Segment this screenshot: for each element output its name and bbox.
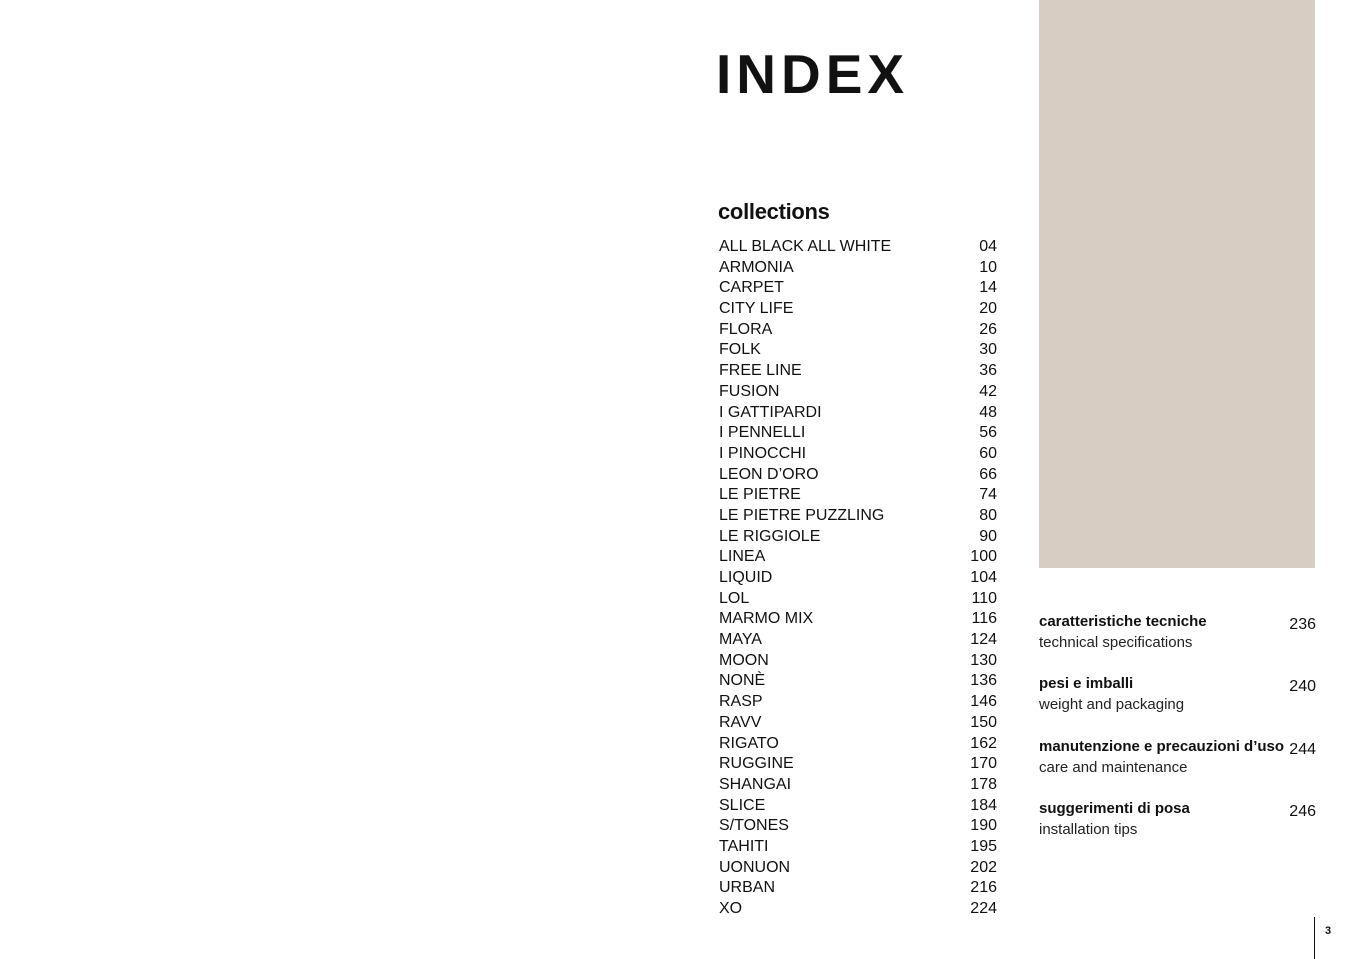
collection-name: RASP [719,693,763,711]
collection-page: 150 [970,713,997,731]
collection-page: 136 [970,672,997,690]
collection-name: LOL [719,589,750,607]
collection-item[interactable] [719,775,997,796]
collection-page: 170 [970,755,997,773]
page-number: 3 [1325,925,1332,937]
collection-name: NONÈ [719,672,766,690]
collection-name: LEON D’ORO [719,465,819,483]
collection-item[interactable] [719,816,997,837]
collection-page: 124 [970,631,997,649]
appendix-title-it: suggerimenti di posa [1039,799,1190,817]
collection-page: 162 [970,734,997,752]
collection-item[interactable] [719,444,997,465]
collection-page: 130 [970,651,997,669]
collection-page: 36 [979,362,997,380]
collection-page: 184 [970,796,997,814]
collection-page: 74 [979,486,997,504]
appendix-item[interactable] [1039,799,1317,861]
collection-item[interactable] [719,527,997,548]
collection-name: TAHITI [719,837,769,855]
collection-item[interactable] [719,734,997,755]
collection-page: 80 [979,506,997,524]
collection-name: I GATTIPARDI [719,403,822,421]
appendix-page: 240 [1289,678,1316,696]
collection-page: 14 [979,279,997,297]
collection-page: 104 [970,569,997,586]
collection-item[interactable] [719,630,997,651]
appendix-page: 246 [1289,802,1316,820]
collection-item[interactable] [719,692,997,713]
collection-item[interactable] [719,340,997,361]
collection-item[interactable] [719,671,997,692]
collection-name: MAYA [719,631,762,649]
collection-page: 146 [970,693,997,711]
collections-list [719,237,997,920]
collection-page: 26 [979,320,997,338]
collection-page: 20 [979,300,997,318]
collection-item[interactable] [719,589,997,610]
collection-item[interactable] [719,713,997,734]
appendix-page: 236 [1289,616,1316,633]
collection-name: RAVV [719,713,762,731]
collection-page: 202 [970,858,997,876]
collection-item[interactable] [719,465,997,486]
appendix-item[interactable] [1039,737,1317,799]
collection-item[interactable] [719,258,997,279]
beige-color-panel [1039,0,1315,568]
collection-page: 60 [979,444,997,462]
collection-name: XO [719,900,743,917]
collection-page: 56 [979,424,997,442]
page-title: INDEX [716,43,910,105]
collection-name: LE PIETRE [719,486,801,504]
collection-name: RUGGINE [719,755,794,773]
collection-name: RIGATO [719,734,779,752]
appendix-title-en: technical specifications [1039,634,1193,651]
collection-item[interactable] [719,878,997,899]
collection-item[interactable] [719,651,997,672]
collection-page: 110 [971,589,997,607]
collection-page: 04 [979,238,997,255]
collection-name: S/TONES [719,817,789,835]
collection-item[interactable] [719,278,997,299]
collection-item[interactable] [719,299,997,320]
collection-name: URBAN [719,879,776,897]
collection-item[interactable] [719,506,997,527]
collection-name: MARMO MIX [719,610,814,628]
collection-name: FLORA [719,320,773,338]
collection-item[interactable] [719,423,997,444]
collection-page: 48 [979,403,997,421]
collection-page: 30 [979,341,997,359]
appendix-title-it: caratteristiche tecniche [1039,613,1207,630]
collection-item[interactable] [719,547,997,568]
collection-name: SLICE [719,796,766,814]
appendix-title-it: manutenzione e precauzioni d’uso [1039,737,1285,755]
collection-page: 10 [979,258,997,276]
collection-page: 90 [979,527,997,545]
appendix-title-en: weight and packaging [1039,696,1185,714]
collection-name: I PENNELLI [719,424,806,442]
collection-name: LINEA [719,548,766,566]
collection-item[interactable] [719,899,997,920]
collection-name: CITY LIFE [719,300,794,318]
collection-item[interactable] [719,237,997,258]
appendix-item[interactable] [1039,674,1317,736]
collection-page: 178 [970,775,997,793]
collection-page: 216 [970,879,997,897]
appendix-title-en: care and maintenance [1039,758,1188,776]
appendix-item[interactable] [1039,612,1317,674]
collection-name: LE PIETRE PUZZLING [719,506,885,524]
collection-item[interactable] [719,568,997,589]
collections-heading: collections [718,199,830,224]
collection-page: 224 [970,900,997,917]
collection-page: 116 [971,610,997,628]
collection-name: SHANGAI [719,775,792,793]
collection-page: 42 [979,382,997,400]
appendix-page: 244 [1289,740,1316,758]
appendix-list [1039,612,1317,861]
collection-name: MOON [719,651,769,669]
collection-item[interactable] [719,361,997,382]
appendix-title-it: pesi e imballi [1039,675,1134,693]
appendix-title-en: installation tips [1039,820,1138,838]
collection-item[interactable] [719,382,997,403]
collection-name: I PINOCCHI [719,444,807,462]
collection-name: ALL BLACK ALL WHITE [719,238,892,255]
collection-page: 66 [979,465,997,483]
collection-name: FOLK [719,341,761,359]
collection-name: FUSION [719,382,780,400]
collection-item[interactable] [719,754,997,775]
collection-name: FREE LINE [719,362,802,380]
collection-item[interactable] [719,485,997,506]
collection-item[interactable] [719,837,997,858]
collection-name: CARPET [719,279,784,297]
collection-name: LIQUID [719,569,773,586]
collection-name: LE RIGGIOLE [719,527,821,545]
collection-name: ARMONIA [719,258,794,276]
collection-item[interactable] [719,796,997,817]
collection-item[interactable] [719,403,997,424]
collection-item[interactable] [719,320,997,341]
collection-page: 100 [970,548,997,566]
collection-name: UONUON [719,858,791,876]
collection-page: 190 [970,817,997,835]
collection-item[interactable] [719,609,997,630]
collection-item[interactable] [719,858,997,879]
page-number-divider [1314,917,1315,959]
collection-page: 195 [970,837,997,855]
